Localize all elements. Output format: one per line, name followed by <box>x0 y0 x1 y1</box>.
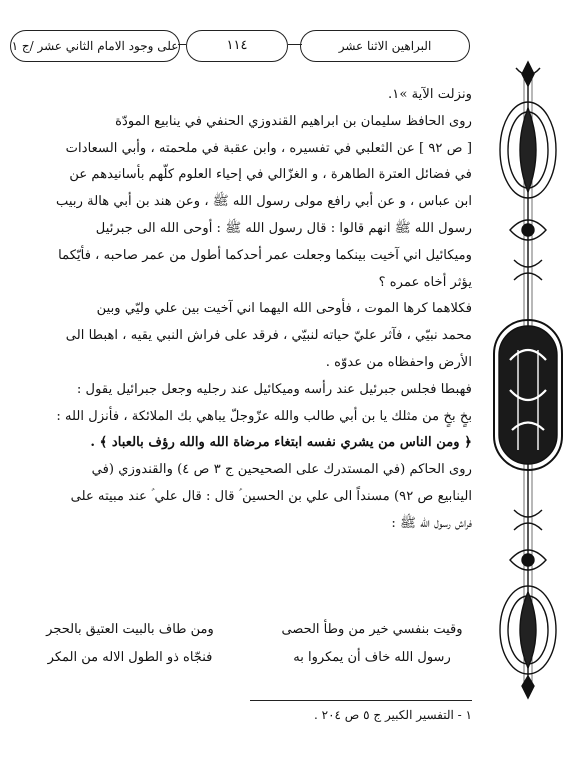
poem <box>30 616 472 672</box>
text-line: ونزلت الآية »١. <box>388 87 472 102</box>
text-line: فهبطا فجلس جبرئيل عند رأسه وميكائيل عند رجليه وجعل جبرائيل يقول : <box>76 381 472 397</box>
text-line: محمد نبيّي ، فآثر عليّ حياته لنبيّي ، فرقد على فراش النبي يقيه ، اهبطا الى <box>65 328 472 344</box>
text-line: [ ص ٩٢ ] عن الثعلبي في تفسيره ، وابن عقبة في ملحمته ، وأبي السعادات <box>65 140 472 156</box>
poem-hemistich: رسول الله خاف أن يمكروا به <box>293 650 451 665</box>
text-line: يؤثر أخاه عمره ؟ <box>378 274 472 290</box>
text-line: ابن عباس ، و عن أبي رافع مولى رسول الله ﷺ ، وعن هند بن أبي هالة ربيب <box>55 194 472 210</box>
text-line: فراش رسول الله ﷺ : <box>391 515 472 531</box>
body-text <box>30 82 472 538</box>
page-header <box>10 28 470 64</box>
header-book-title: البراهين الاثنا عشر <box>300 30 470 62</box>
text-line: روى الحافظ سليمان بن ابراهيم القندوزي الحنفي في ينابيع المودّة <box>115 113 472 129</box>
footnote: ١ - التفسير الكبير ج ٥ ص ٢٠٤ . <box>313 708 472 722</box>
ornament-border <box>488 60 568 700</box>
text-line: روى الحاكم (في المستدرك على الصحيحين ج ٣ ص ٤) والقندوزي (في <box>91 462 472 478</box>
text-line: رسول الله ﷺ انهم قالوا : قال رسول الله ﷺ : أوحى الله الى جبرئيل <box>95 220 472 236</box>
text-line: بخٍ بخٍ من مثلك يا بن أبي طالب والله عزّوجلّ يباهي بك الملائكة ، فأنزل الله : <box>56 408 472 424</box>
poem-hemistich: وقيت بنفسي خير من وطأ الحصى <box>281 622 463 637</box>
text-line: وميكائيل اني آخيت بينكما وجعلت عمر أحدكما أطول من عمر صاحبه ، فأيّكما <box>58 247 472 263</box>
text-line: فكلاهما كرها الموت ، فأوحى الله اليهما اني آخيت بين علي وليّي وبين <box>96 301 472 317</box>
poem-hemistich: فنجّاه ذو الطول الاله من المكر <box>47 650 213 665</box>
quran-verse: ﴿ ومن الناس من يشري نفسه ابتغاء مرضاة الله والله رؤف بالعباد ﴾ . <box>90 435 472 451</box>
poem-verse <box>30 644 472 672</box>
text-line: الأرض واحفظاه من عدوّه . <box>325 354 472 370</box>
poem-hemistich: ومن طاف بالبيت العتيق بالحجر <box>46 622 214 637</box>
text-line: الينابيع ص ٩٢) مسنداً الى علي بن الحسين ؑ قال : قال علي ؑ عند مبيته على <box>70 488 472 504</box>
poem-verse <box>30 616 472 644</box>
text-line: في فضائل العترة الطاهرة ، و الغزّالي في إحياء العلوم كلّهم بأسانيدهم عن <box>69 167 472 183</box>
header-page-number: ١١٤ <box>186 30 288 62</box>
footnote-rule <box>250 700 472 701</box>
header-section-title: على وجود الامام الثاني عشر /ج ١ <box>10 30 180 62</box>
